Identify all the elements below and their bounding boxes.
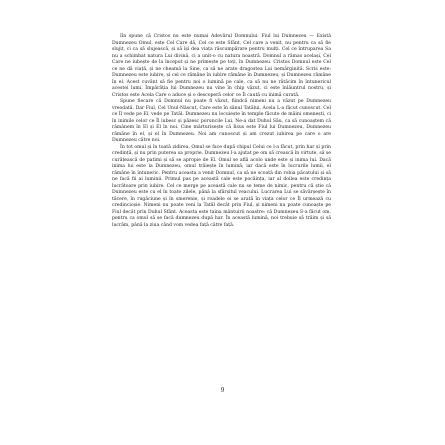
paragraph-3: În tot omul și în toată zidirea, Omul se face după chipul Celui ce l-a făcut, prin har și prin credință, și nu prin puterea sa proprie. Dumnezeu l-a ajutat pe om să crească în virtute, să se curățească de patimi și să se apropie de El. Omul se află acolo unde este și inima lui. Dacă inima lui este la Dumnezeu, omul trăiește în lumină; iar dacă este în lucrurile lumii, el rămâne în întuneric. Pentru aceasta a venit Domnul, ca să ne scoată din robia păcatului și să ne facă fii ai luminii. Primul pas pe această cale este pocăința, iar al doilea este credința lucrătoare prin iubire. Cel ce merge pe această cale nu se teme de nimic, pentru că știe că Dumnezeu este cu el în toate zilele, până la sfârșitul veacului. Lucrarea Lui se săvârșește în tăcere, în rugăciune și în smerenie, și roadele ei se arată în viața celor ce Îl urmează cu credincioșie. Nimeni nu poate veni la Tatăl decât prin Fiul, și nimeni nu poate cunoaște pe Fiul decât prin Duhul Sfânt. Aceasta este taina mântuirii noastre: că Dumnezeu S-a făcut om, pentru ca omul să se facă dumnezeu după har. În această lumină, noi trebuie să trăim și să lucrăm, până la ziua când vom vedea față către față. — [112, 144, 331, 228]
page-number: 9 — [220, 387, 225, 394]
paragraph-2: Spune fiecare că Domnul nu poate fi văzut, fiindcă nimeni nu a văzut pe Dumnezeu vreodată. Dar Fiul, Cel Unul-Născut, Care este în sânul Tatălui, Acela L-a făcut cunoscut. Cel ce Îl vede pe El, vede pe Tatăl. Dumnezeu nu locuiește în temple făcute de mâini omenești, ci în inimile celor ce Îl iubesc și păzesc poruncile Lui. Ne-a dat Duhul Său, ca să cunoaștem că rămânem în El și El în noi. Cine mărturisește că Iisus este Fiul lui Dumnezeu, Dumnezeu rămâne în el, și el în Dumnezeu. Noi am cunoscut și am crezut iubirea pe care o are Dumnezeu către noi. — [112, 99, 331, 143]
body-text — [112, 34, 331, 229]
paragraph-1: Iîn spune că Cristos nu este numai Adevărul Domnului. Fiul lui Dumnezeu — Există Dumnezeu Omul, este Cel Care dă, Cel ce este Sfânt, Cel care a venit, nu pentru ca să fie slujit, ci ca să slujească, și să își dea viața răscumpărare pentru mulți. Cel ce întruparea Sa nu a schimbat natura Lui divină, ci a unit-o cu natura noastră. Domnul a rămas același, Cel Care ne iubește de la început și ne primește pe toți, în Dumnezeu. Cristos Domnul este Cel ce ne dă viață, și ne cheamă la Sine, ca să ne arate dragostea Lui nemărginită. Scris este: Dumnezeu este iubire, și cel ce rămâne în iubire rămâne în Dumnezeu, și Dumnezeu rămâne în el. Acest cuvânt să fie pentru noi o lumină pe cale, ca să nu ne rătăcim în întunericul acestei lumi. Împărăția lui Dumnezeu nu vine în chip văzut, ci este înlăuntrul nostru, și Cristos este Acela Care o aduce și o descoperă celor ce Îl caută cu inimă curată. — [112, 34, 331, 98]
